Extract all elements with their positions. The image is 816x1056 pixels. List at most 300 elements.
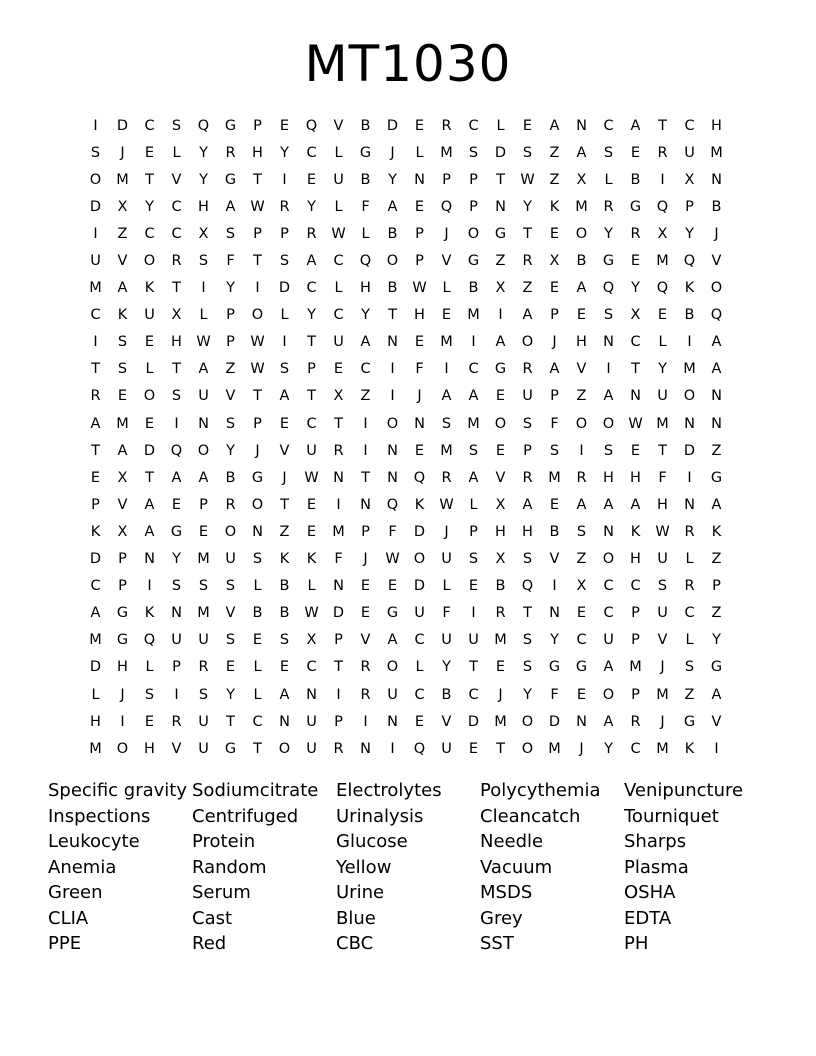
grid-letter: E (144, 144, 155, 161)
grid-letter: E (360, 578, 371, 595)
grid-letter: O (224, 523, 237, 540)
grid-letter: H (252, 144, 263, 161)
grid-letter: X (495, 496, 506, 513)
grid-letter: L (145, 659, 154, 676)
grid-row (82, 518, 742, 545)
grid-letter: T (253, 388, 262, 405)
grid-letter: Q (521, 578, 534, 595)
grid-letter: G (494, 361, 507, 378)
word-list-item: Specific gravity (48, 780, 187, 801)
grid-letter: P (253, 415, 262, 432)
grid-letter: T (388, 307, 397, 324)
grid-letter: K (684, 740, 695, 757)
grid-letter: O (494, 415, 507, 432)
grid-letter: O (602, 415, 615, 432)
grid-letter: O (521, 334, 534, 351)
grid-letter: E (414, 713, 425, 730)
grid-letter: E (630, 253, 641, 270)
grid-letter: K (684, 280, 695, 297)
word-list-item: CLIA (48, 907, 89, 929)
grid-letter: F (550, 686, 559, 703)
grid-letter: N (684, 415, 695, 432)
grid-letter: B (360, 117, 371, 134)
grid-letter: A (387, 198, 398, 215)
grid-letter: H (711, 117, 722, 134)
grid-letter: S (225, 632, 236, 649)
grid-row (82, 464, 742, 491)
grid-letter: B (279, 605, 290, 622)
grid-letter: S (522, 551, 533, 568)
grid-letter: W (655, 523, 670, 540)
grid-letter: X (576, 578, 587, 595)
grid-letter: M (89, 280, 102, 297)
grid-letter: L (199, 307, 208, 324)
word-list-item: Tourniquet (624, 805, 719, 827)
grid-letter: D (143, 442, 156, 459)
grid-letter: I (282, 171, 287, 188)
grid-letter: M (548, 469, 561, 486)
grid-letter: S (252, 551, 263, 568)
grid-letter: T (172, 361, 181, 378)
grid-letter: P (550, 307, 559, 324)
grid-letter: X (495, 280, 506, 297)
grid-letter: P (253, 225, 262, 242)
grid-letter: E (576, 605, 587, 622)
grid-letter: K (414, 496, 425, 513)
grid-letter: C (306, 144, 317, 161)
word-list-item: Glucose (336, 831, 408, 852)
grid-letter: H (522, 523, 533, 540)
grid-letter: L (280, 307, 289, 324)
grid-letter: Y (361, 307, 370, 324)
grid-letter: P (334, 632, 343, 649)
grid-letter: A (225, 198, 236, 215)
grid-letter: I (390, 388, 395, 405)
grid-letter: A (603, 713, 614, 730)
grid-letter: L (415, 659, 424, 676)
grid-row (82, 708, 742, 735)
grid-letter: N (387, 713, 398, 730)
grid-letter: I (282, 334, 287, 351)
grid-letter: O (602, 551, 615, 568)
grid-letter: U (306, 713, 317, 730)
grid-letter: X (117, 469, 128, 486)
grid-letter: Y (145, 198, 154, 215)
grid-letter: U (171, 632, 182, 649)
grid-letter: R (279, 198, 290, 215)
grid-letter: T (469, 659, 478, 676)
grid-letter: Q (683, 253, 696, 270)
grid-letter: H (117, 659, 128, 676)
grid-row (82, 220, 742, 247)
grid-letter: A (117, 280, 128, 297)
grid-letter: M (440, 334, 453, 351)
grid-letter: M (116, 415, 129, 432)
grid-letter: V (549, 551, 560, 568)
word-list-item: Cast (192, 907, 233, 929)
grid-letter: S (279, 632, 290, 649)
grid-letter: A (576, 496, 587, 513)
grid-letter: S (684, 659, 695, 676)
word-list-item: Sharps (624, 831, 687, 852)
grid-letter: C (603, 578, 614, 595)
grid-row (82, 600, 742, 627)
grid-letter: A (144, 496, 155, 513)
grid-letter: G (602, 253, 615, 270)
grid-letter: M (656, 415, 669, 432)
grid-row (82, 383, 742, 410)
grid-letter: V (657, 632, 668, 649)
grid-letter: V (576, 361, 587, 378)
word-list-item: Serum (192, 882, 251, 903)
grid-letter: Y (199, 144, 208, 161)
grid-letter: N (252, 523, 263, 540)
grid-row (82, 247, 742, 274)
grid-letter: S (468, 144, 479, 161)
grid-letter: Q (170, 442, 183, 459)
grid-letter: V (711, 713, 722, 730)
grid-letter: R (333, 442, 344, 459)
grid-letter: I (363, 415, 368, 432)
grid-letter: P (550, 388, 559, 405)
grid-letter: B (711, 198, 722, 215)
grid-letter: E (279, 117, 290, 134)
grid-letter: S (225, 225, 236, 242)
grid-letter: H (576, 334, 587, 351)
grid-letter: M (575, 198, 588, 215)
grid-letter: Z (522, 280, 533, 297)
grid-letter: X (576, 171, 587, 188)
grid-letter: F (550, 415, 559, 432)
grid-letter: N (576, 117, 587, 134)
grid-letter: G (224, 171, 237, 188)
grid-letter: E (468, 740, 479, 757)
word-list-item: Venipuncture (624, 780, 744, 801)
grid-letter: U (657, 551, 668, 568)
grid-letter: B (549, 523, 560, 540)
grid-letter: E (495, 659, 506, 676)
grid-letter: P (631, 605, 640, 622)
grid-letter: S (225, 578, 236, 595)
grid-letter: V (360, 632, 371, 649)
grid-letter: I (606, 361, 611, 378)
grid-letter: W (250, 198, 265, 215)
grid-letter: U (441, 551, 452, 568)
grid-letter: E (90, 469, 101, 486)
grid-letter: E (441, 307, 452, 324)
grid-letter: D (467, 713, 480, 730)
grid-letter: B (360, 171, 371, 188)
grid-letter: I (93, 225, 98, 242)
grid-letter: E (306, 171, 317, 188)
grid-letter: C (684, 117, 695, 134)
grid-letter: B (387, 225, 398, 242)
grid-letter: Q (359, 253, 372, 270)
grid-letter: C (630, 578, 641, 595)
grid-letter: E (117, 388, 128, 405)
grid-letter: S (468, 442, 479, 459)
grid-letter: G (629, 198, 642, 215)
page-title: MT1030 (304, 35, 512, 93)
grid-letter: T (307, 388, 316, 405)
grid-letter: J (120, 686, 125, 703)
grid-letter: N (711, 171, 722, 188)
grid-letter: E (468, 578, 479, 595)
grid-letter: J (417, 388, 422, 405)
grid-letter: H (144, 740, 155, 757)
grid-letter: P (253, 117, 262, 134)
grid-row (82, 681, 742, 708)
grid-letter: U (657, 388, 668, 405)
grid-letter: Z (711, 442, 722, 459)
grid-letter: C (630, 740, 641, 757)
grid-letter: M (494, 713, 507, 730)
grid-letter: A (711, 686, 722, 703)
word-list-item: Blue (336, 907, 376, 929)
grid-letter: K (630, 523, 641, 540)
grid-letter: H (414, 307, 425, 324)
grid-letter: Y (199, 171, 208, 188)
grid-letter: X (117, 523, 128, 540)
grid-letter: H (657, 496, 668, 513)
grid-letter: P (226, 307, 235, 324)
grid-letter: D (89, 198, 102, 215)
grid-letter: I (255, 280, 260, 297)
grid-letter: N (387, 469, 398, 486)
grid-letter: T (523, 225, 532, 242)
grid-letter: U (198, 740, 209, 757)
grid-letter: T (145, 469, 154, 486)
grid-letter: B (495, 578, 506, 595)
grid-letter: E (225, 659, 236, 676)
grid-letter: Y (523, 198, 532, 215)
word-list-item: Urinalysis (336, 805, 424, 827)
grid-letter: V (495, 469, 506, 486)
grid-letter: Z (360, 388, 371, 405)
grid-letter: J (255, 442, 260, 459)
grid-letter: C (144, 225, 155, 242)
grid-letter: F (388, 523, 397, 540)
grid-letter: K (279, 551, 290, 568)
grid-letter: S (198, 578, 209, 595)
grid-letter: I (201, 280, 206, 297)
grid-letter: W (520, 171, 535, 188)
grid-letter: K (90, 523, 101, 540)
grid-letter: A (306, 253, 317, 270)
grid-letter: T (307, 334, 316, 351)
grid-letter: E (144, 334, 155, 351)
grid-letter: A (144, 523, 155, 540)
grid-letter: E (414, 442, 425, 459)
grid-letter: N (360, 740, 371, 757)
grid-letter: J (390, 144, 395, 161)
grid-letter: Y (550, 632, 559, 649)
word-list-item: EDTA (624, 907, 672, 929)
grid-letter: O (386, 659, 399, 676)
grid-letter: D (332, 605, 345, 622)
grid-row (82, 275, 742, 302)
grid-letter: M (683, 361, 696, 378)
grid-letter: E (576, 307, 587, 324)
grid-letter: W (304, 469, 319, 486)
grid-letter: E (171, 496, 182, 513)
grid-letter: S (144, 686, 155, 703)
grid-letter: A (576, 280, 587, 297)
word-list-item: Yellow (336, 856, 392, 878)
grid-letter: B (387, 280, 398, 297)
word-list-item: Polycythemia (480, 780, 601, 801)
grid-letter: I (120, 713, 125, 730)
grid-letter: U (144, 307, 155, 324)
grid-letter: W (439, 496, 454, 513)
grid-letter: R (441, 469, 452, 486)
grid-letter: R (522, 361, 533, 378)
grid-letter: J (714, 225, 719, 242)
word-list-item: Protein (192, 831, 256, 852)
word-list-item: Vacuum (480, 856, 553, 878)
grid-letter: R (495, 605, 506, 622)
grid-letter: A (279, 686, 290, 703)
grid-letter: K (711, 523, 722, 540)
grid-letter: A (522, 307, 533, 324)
grid-letter: L (253, 686, 262, 703)
grid-letter: G (251, 469, 264, 486)
grid-letter: A (522, 496, 533, 513)
grid-letter: Y (226, 280, 235, 297)
grid-letter: H (198, 198, 209, 215)
grid-letter: T (658, 117, 667, 134)
grid-letter: Y (631, 280, 640, 297)
word-list-item: PH (624, 933, 649, 954)
grid-letter: R (576, 469, 587, 486)
grid-letter: M (467, 307, 480, 324)
grid-letter: Y (307, 198, 316, 215)
grid-letter: N (198, 415, 209, 432)
grid-letter: M (710, 144, 723, 161)
grid-letter: I (174, 415, 179, 432)
grid-letter: V (117, 253, 128, 270)
grid-letter: O (197, 442, 210, 459)
grid-letter: G (683, 713, 696, 730)
grid-letter: S (576, 523, 587, 540)
grid-letter: S (522, 415, 533, 432)
grid-letter: S (171, 578, 182, 595)
grid-letter: T (523, 605, 532, 622)
grid-letter: L (172, 144, 181, 161)
grid-letter: U (306, 740, 317, 757)
grid-letter: U (603, 632, 614, 649)
grid-letter: U (198, 713, 209, 730)
grid-letter: C (360, 361, 371, 378)
grid-letter: B (468, 280, 479, 297)
grid-letter: R (630, 713, 641, 730)
grid-letter: T (226, 713, 235, 730)
grid-letter: H (630, 551, 641, 568)
grid-letter: S (603, 144, 614, 161)
grid-letter: I (579, 442, 584, 459)
grid-letter: N (603, 523, 614, 540)
grid-letter: D (494, 144, 507, 161)
grid-letter: Y (523, 686, 532, 703)
grid-letter: Q (656, 280, 669, 297)
grid-letter: O (521, 740, 534, 757)
grid-letter: M (440, 144, 453, 161)
grid-letter: P (631, 686, 640, 703)
grid-letter: E (630, 442, 641, 459)
grid-letter: D (386, 117, 399, 134)
grid-letter: C (90, 578, 101, 595)
grid-letter: N (144, 551, 155, 568)
grid-letter: J (579, 740, 584, 757)
grid-letter: C (333, 307, 344, 324)
grid-letter: E (657, 307, 668, 324)
word-list-item: PPE (48, 933, 82, 954)
grid-letter: N (414, 415, 425, 432)
grid-letter: V (333, 117, 344, 134)
word-list-item: Red (192, 933, 227, 954)
grid-letter: S (522, 144, 533, 161)
grid-letter: V (225, 605, 236, 622)
grid-letter: Z (225, 361, 236, 378)
grid-letter: X (117, 198, 128, 215)
grid-letter: Y (226, 442, 235, 459)
grid-letter: C (468, 117, 479, 134)
grid-letter: Z (576, 388, 587, 405)
word-list-item: Cleancatch (480, 805, 581, 827)
grid-letter: T (253, 171, 262, 188)
grid-letter: R (684, 578, 695, 595)
grid-letter: R (171, 253, 182, 270)
grid-letter: S (279, 361, 290, 378)
grid-letter: Q (710, 307, 723, 324)
grid-letter: B (441, 686, 452, 703)
grid-letter: E (549, 225, 560, 242)
grid-letter: Z (711, 605, 722, 622)
grid-letter: O (683, 388, 696, 405)
grid-letter: E (144, 415, 155, 432)
grid-letter: O (89, 171, 102, 188)
grid-letter: N (711, 415, 722, 432)
grid-letter: O (521, 713, 534, 730)
grid-letter: C (171, 225, 182, 242)
grid-letter: X (306, 632, 317, 649)
grid-letter: A (171, 469, 182, 486)
grid-letter: U (225, 551, 236, 568)
grid-letter: C (684, 605, 695, 622)
grid-letter: E (279, 415, 290, 432)
grid-letter: J (552, 334, 557, 351)
grid-letter: J (444, 225, 449, 242)
grid-row (82, 193, 742, 220)
grid-letter: I (498, 307, 503, 324)
grid-letter: D (413, 523, 426, 540)
grid-letter: X (171, 307, 182, 324)
grid-letter: B (225, 469, 236, 486)
grid-letter: H (630, 469, 641, 486)
grid-letter: C (306, 280, 317, 297)
word-list (48, 778, 768, 957)
grid-letter: O (386, 253, 399, 270)
grid-letter: A (549, 361, 560, 378)
grid-letter: E (414, 334, 425, 351)
grid-letter: H (171, 334, 182, 351)
grid-letter: K (144, 280, 155, 297)
grid-letter: L (685, 632, 694, 649)
grid-letter: U (198, 632, 209, 649)
grid-letter: U (306, 442, 317, 459)
grid-letter: M (629, 659, 642, 676)
grid-row (82, 356, 742, 383)
